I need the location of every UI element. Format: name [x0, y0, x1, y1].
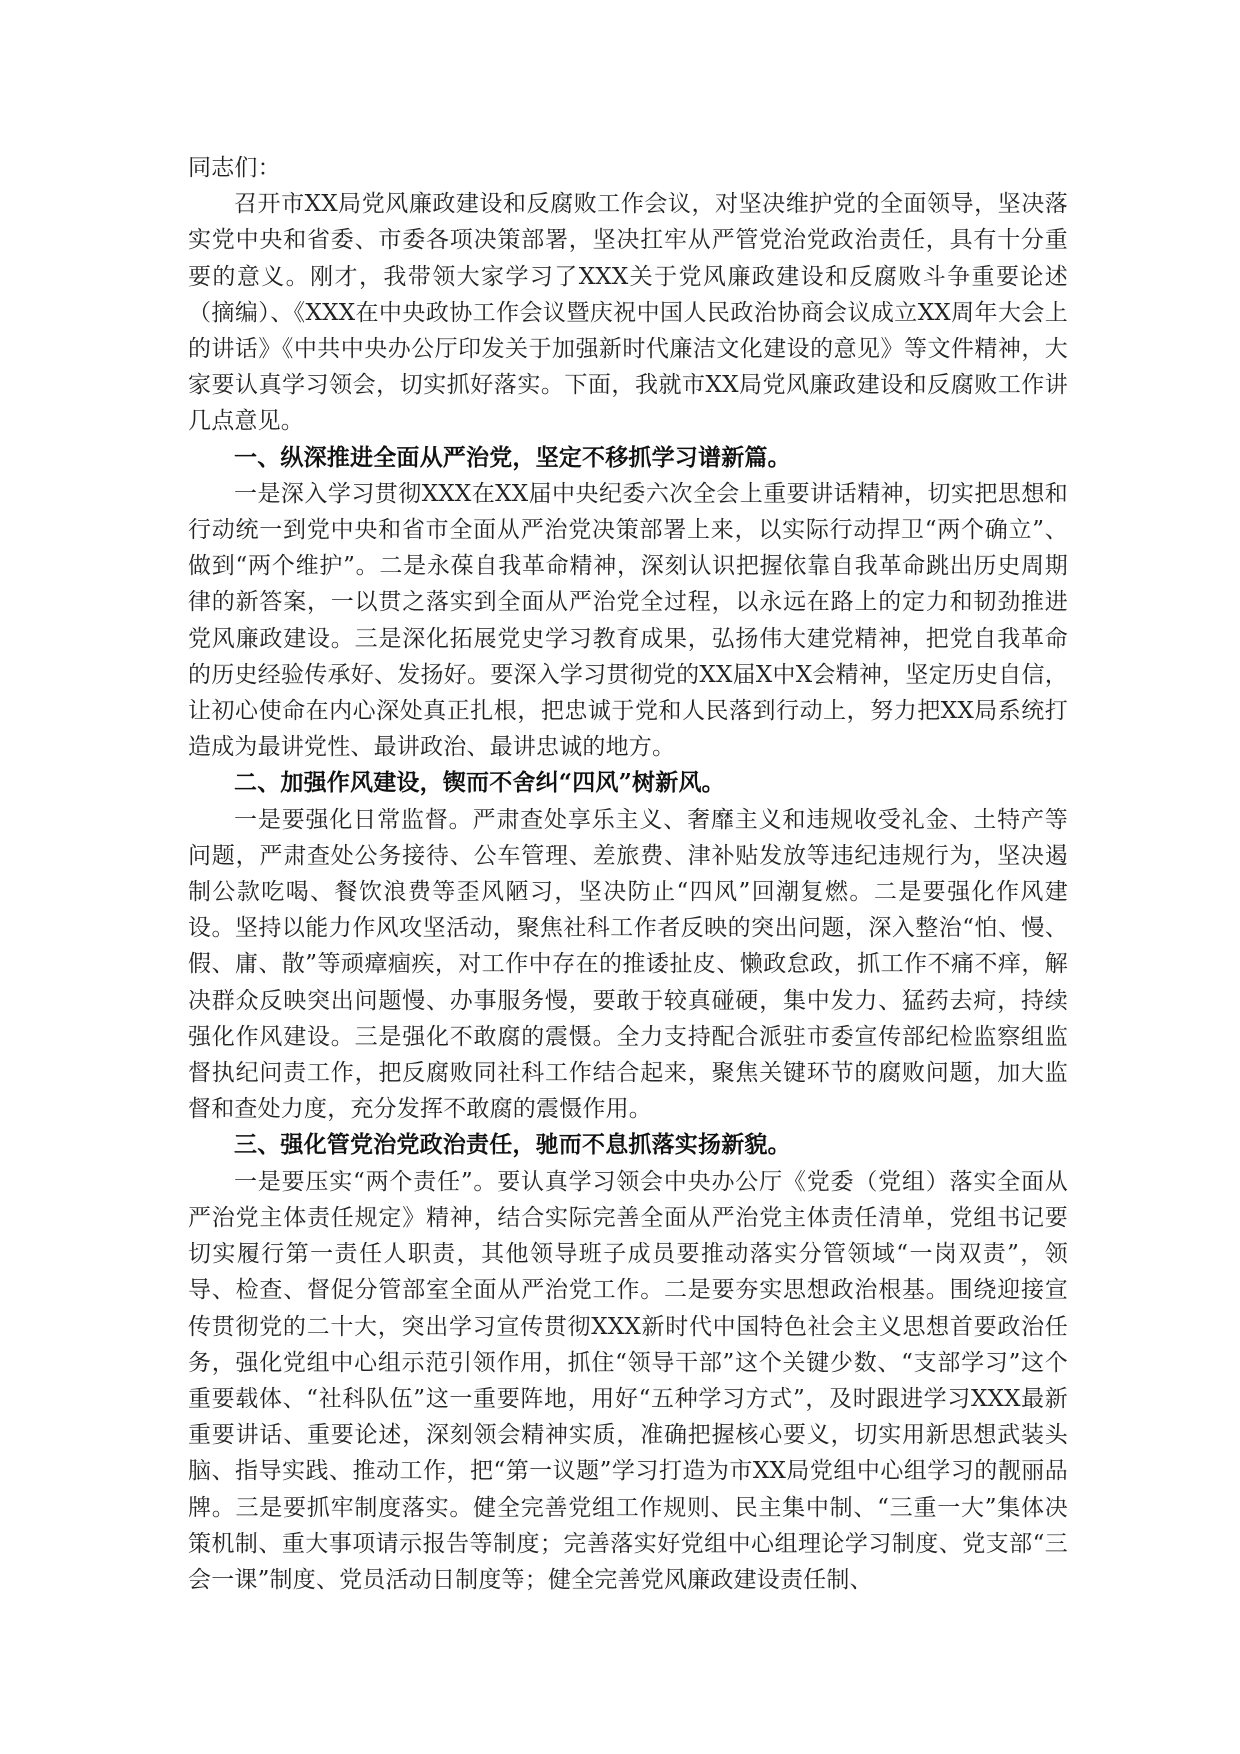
- section-2-heading: 二、加强作风建设，锲而不舍纠“四风”树新风。: [234, 769, 725, 797]
- section-2-body: 一是要强化日常监督。严肃查处享乐主义、奢靡主义和违规收受礼金、土特产等问题，严肃查处公务接待、公车管理、差旅费、津补贴发放等违纪违规行为，坚决遏制公款吃喝、餐饮浪费等歪风陋习，坚决防止“四风”回潮复燃。二是要强化作风建设。坚持以能力作风攻坚活动，聚焦社科工作者反映的突出问题，深入整治“怕、慢、假、庸、散”等顽瘴痼疾，对工作中存在的推诿扯皮、懒政怠政，抓工作不痛不痒，解决群众反映突出问题慢、办事服务慢，要敢于较真碰硬，集中发力、猛药去疴，持续强化作风建设。三是强化不敢腐的震慑。全力支持配合派驻市委宣传部纪检监察组监督执纪问责工作，把反腐败同社科工作结合起来，聚焦关键环节的腐败问题，加大监督和查处力度，充分发挥不敢腐的震慑作用。: [188, 806, 1068, 1123]
- salutation: 同志们：: [188, 155, 281, 181]
- section-1-heading: 一、纵深推进全面从严治党，坚定不移抓学习谱新篇。: [234, 443, 791, 471]
- document-page: [188, 150, 1068, 1598]
- section-1-body: 一是深入学习贯彻XXX在XX届中央纪委六次全会上重要讲话精神，切实把思想和行动统一到党中央和省市全面从严治党决策部署上来，以实际行动捍卫“两个确立”、做到“两个维护”。二是永葆自我革命精神，深刻认识把握依靠自我革命跳出历史周期律的新答案，一以贯之落实到全面从严治党全过程，以永远在路上的定力和韧劲推进党风廉政建设。三是深化拓展党史学习教育成果，弘扬伟大建党精神，把党自我革命的历史经验传承好、发扬好。要深入学习贯彻党的XX届X中X会精神，坚定历史自信，让初心使命在内心深处真正扎根，把忠诚于党和人民落到行动上，努力把XX局系统打造成为最讲党性、最讲政治、最讲忠诚的地方。: [188, 480, 1068, 761]
- intro-paragraph: 召开市XX局党风廉政建设和反腐败工作会议，对坚决维护党的全面领导，坚决落实党中央和省委、市委各项决策部署，坚决扛牢从严管党治党政治责任，具有十分重要的意义。刚才，我带领大家学习了XXX关于党风廉政建设和反腐败斗争重要论述（摘编）、《XXX在中央政协工作会议暨庆祝中国人民政治协商会议成立XX周年大会上的讲话》《中共中央办公厅印发关于加强新时代廉洁文化建设的意见》等文件精神，大家要认真学习领会，切实抓好落实。下面，我就市XX局党风廉政建设和反腐败工作讲几点意见。: [188, 191, 1068, 435]
- section-3-body: 一是要压实“两个责任”。要认真学习领会中央办公厅《党委（党组）落实全面从严治党主体责任规定》精神，结合实际完善全面从严治党主体责任清单，党组书记要切实履行第一责任人职责，其他领导班子成员要推动落实分管领域“一岗双责”，领导、检查、督促分管部室全面从严治党工作。二是要夯实思想政治根基。围绕迎接宣传贯彻党的二十大，突出学习宣传贯彻XXX新时代中国特色社会主义思想首要政治任务，强化党组中心组示范引领作用，抓住“领导干部”这个关键少数、“支部学习”这个重要载体、“社科队伍”这一重要阵地，用好“五种学习方式”，及时跟进学习XXX最新重要讲话、重要论述，深刻领会精神实质，准确把握核心要义，切实用新思想武装头脑、指导实践、推动工作，把“第一议题”学习打造为市XX局党组中心组学习的靓丽品牌。三是要抓牢制度落实。健全完善党组工作规则、民主集中制、“三重一大”集体决策机制、重大事项请示报告等制度；完善落实好党组中心组理论学习制度、党支部“三会一课”制度、党员活动日制度等；健全完善党风廉政建设责任制、: [188, 1168, 1068, 1593]
- section-3-heading: 三、强化管党治党政治责任，驰而不息抓落实扬新貌。: [234, 1131, 791, 1159]
